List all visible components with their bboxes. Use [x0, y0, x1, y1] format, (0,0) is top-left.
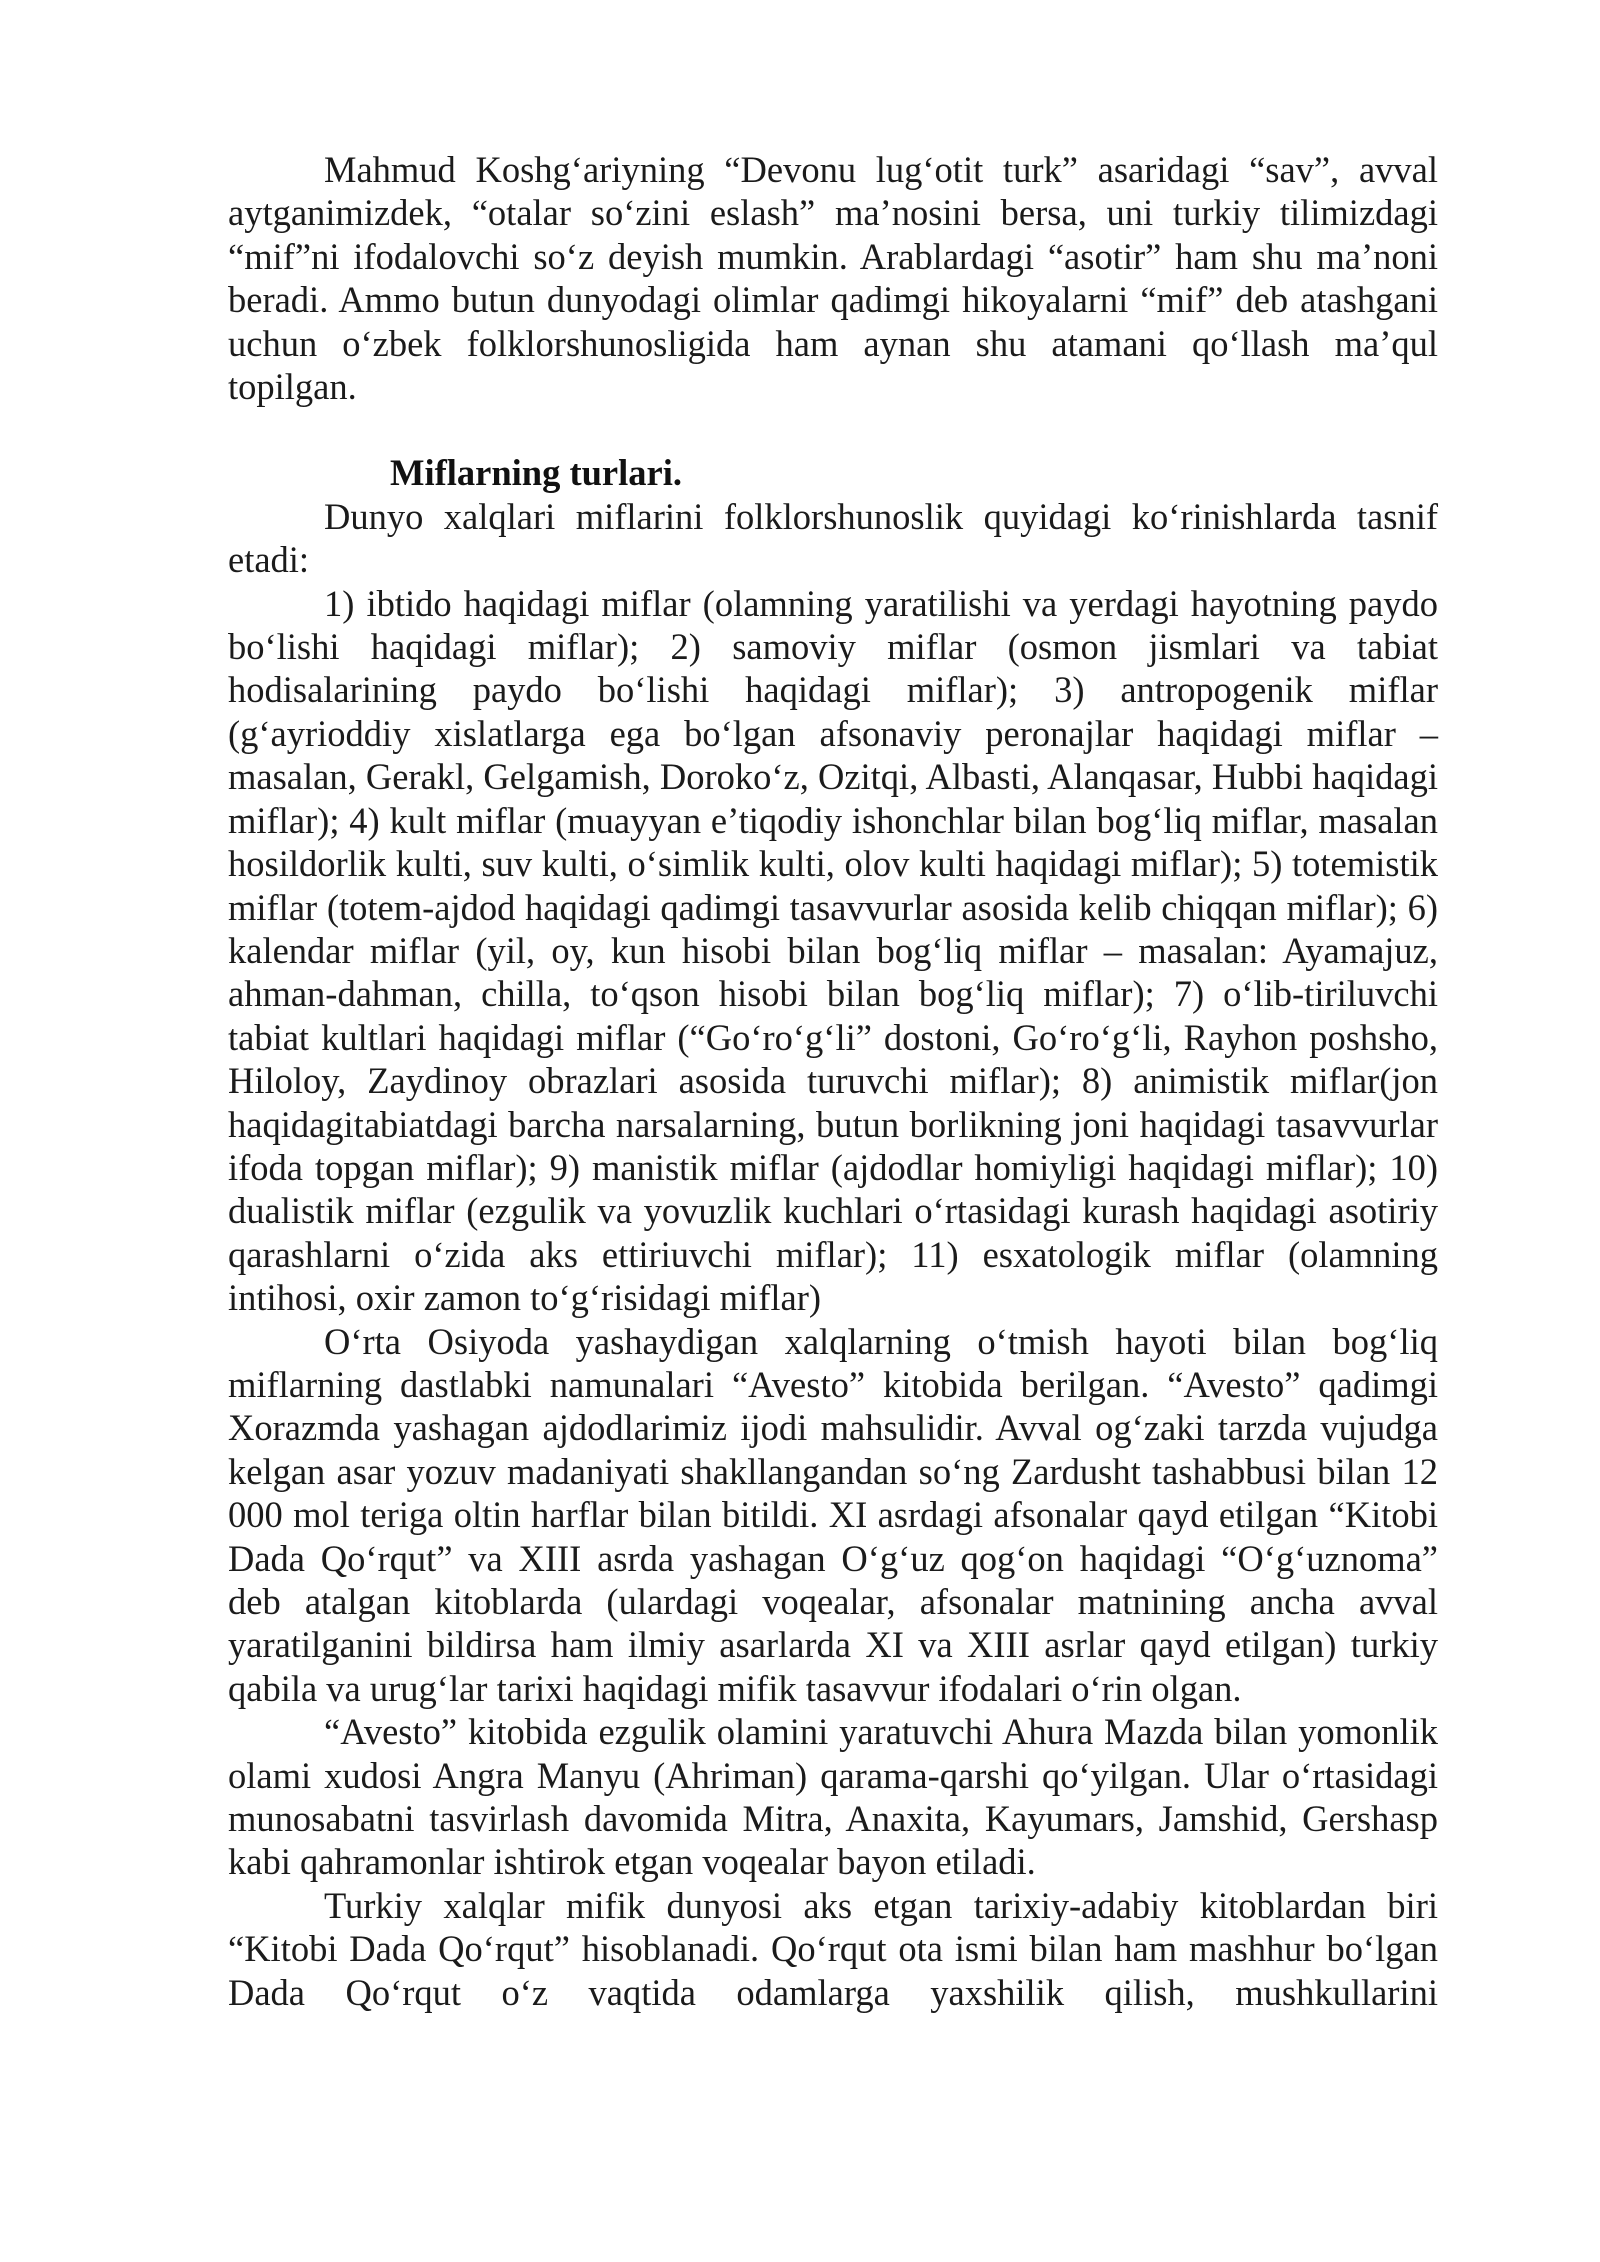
paragraph-mif-definition: Mahmud Koshg‘ariyning “Devonu lug‘otit turk” asaridagi “sav”, avval aytganimizdek, “otalar so‘zini eslash” ma’nosini bersa, uni turkiy tilimizdagi “mif”ni ifodalovchi so‘z deyish mumkin. Arablardagi “asotir” ham shu ma’noni beradi. Ammo butun dunyodagi olimlar qadimgi hikoyalarni “mif” deb atashgani uchun o‘zbek folklorshunosligida ham aynan shu atamani qo‘llash ma’qul topilgan.	[228, 149, 1438, 408]
paragraph-avesto: “Avesto” kitobida ezgulik olamini yaratuvchi Ahura Mazda bilan yomonlik olami xudosi Angra Manyu (Ahriman) qarama-qarshi qo‘yilgan. Ular o‘rtasidagi munosabatni tasvirlash davomida Mitra, Anaxita, Kayumars, Jamshid, Gershasp kabi qahramonlar ishtirok etgan voqealar bayon etiladi.	[228, 1711, 1438, 1883]
paragraph-classification-intro: Dunyo xalqlari miflarini folklorshunoslik quyidagi ko‘rinishlarda tasnif etadi:	[228, 495, 1438, 581]
paragraph-central-asia-myths: O‘rta Osiyoda yashaydigan xalqlarning o‘tmish hayoti bilan bog‘liq miflarning dastlabki namunalari “Avesto” kitobida berilgan. “Avesto” qadimgi Xorazmda yashagan ajdodlarimiz ijodi mahsulidir. Avval og‘zaki tarzda vujudga kelgan asar yozuv madaniyati shakllangandan so‘ng Zardusht tashabbusi bilan 12 000 mol teriga oltin harflar bilan bitildi. XI asrdagi afsonalar qayd etilgan “Kitobi Dada Qo‘rqut” va XIII asrda yashagan O‘g‘uz qog‘on haqidagi “O‘g‘uznoma” deb atalgan kitoblarda (ulardagi voqealar, afsonalar matnining ancha avval yaratilganini bildirsa ham ilmiy asarlarda XI va XIII asrlar qayd etilgan) turkiy qabila va urug‘lar tarixi haqidagi mifik tasavvur ifodalari o‘rin olgan.	[228, 1320, 1438, 1709]
paragraph-dada-qorqut: Turkiy xalqlar mifik dunyosi aks etgan tarixiy-adabiy kitoblardan biri “Kitobi Dada Qo‘rqut” hisoblanadi. Qo‘rqut ota ismi bilan ham mashhur bo‘lgan Dada Qo‘rqut o‘z vaqtida odamlarga yaxshilik qilish, mushkullarini	[228, 1884, 1438, 2013]
section-heading: Miflarning turlari.	[390, 452, 682, 494]
paragraph-myth-types-list: 1) ibtido haqidagi miflar (olamning yaratilishi va yerdagi hayotning paydo bo‘lishi haqidagi miflar); 2) samoviy miflar (osmon jismlari va tabiat hodisalarining paydo bo‘lishi haqidagi miflar); 3) antropogenik miflar (g‘ayrioddiy xislatlarga ega bo‘lgan afsonaviy peronajlar haqidagi miflar – masalan, Gerakl, Gelgamish, Doroko‘z, Ozitqi, Albasti, Alanqasar, Hubbi haqidagi miflar); 4) kult miflar (muayyan e’tiqodiy ishonchlar bilan bog‘liq miflar, masalan hosildorlik kulti, suv kulti, o‘simlik kulti, olov kulti haqidagi miflar); 5) totemistik miflar (totem-ajdod haqidagi qadimgi tasavvurlar asosida kelib chiqqan miflar); 6) kalendar miflar (yil, oy, kun hisobi bilan bog‘liq miflar – masalan: Ayamajuz, ahman-dahman, chilla, to‘qson hisobi bilan bog‘liq miflar); 7) o‘lib-tiriluvchi tabiat kultlari haqidagi miflar (“Go‘ro‘g‘li” dostoni, Go‘ro‘g‘li, Rayhon poshsho, Hiloloy, Zaydinoy obrazlari asosida turuvchi miflar); 8) animistik miflar(jon haqidagitabiatdagi barcha narsalarning, butun borlikning joni haqidagi tasavvurlar ifoda topgan miflar); 9) manistik miflar (ajdodlar homiyligi haqidagi miflar); 10) dualistik miflar (ezgulik va yovuzlik kuchlari o‘rtasidagi kurash haqidagi asotiriy qarashlarni o‘zida aks ettiriuvchi miflar); 11) esxatologik miflar (olamning intihosi, oxir zamon to‘g‘risidagi miflar)	[228, 582, 1438, 1319]
document-page	[228, 148, 1438, 2014]
